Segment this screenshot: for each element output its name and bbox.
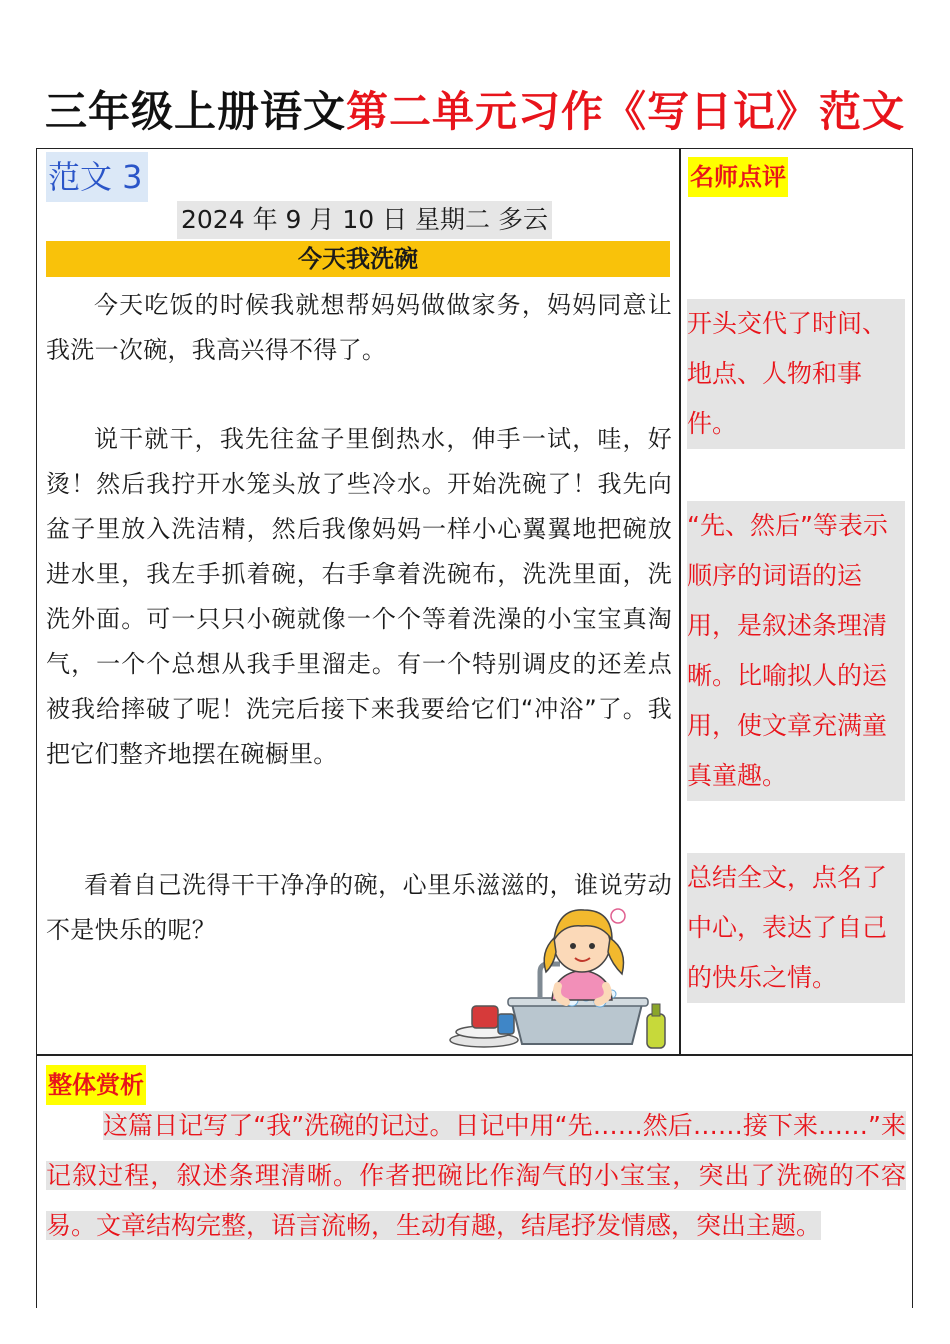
essay-paragraph-3: 看着自己洗得干干净净的碗，心里乐滋滋的，谁说劳动不是快乐的呢？: [46, 871, 672, 944]
review-header: 名师点评: [688, 157, 788, 197]
row-divider: [37, 1054, 912, 1056]
essay-table: [36, 148, 913, 1308]
overall-header: 整体赏析: [46, 1065, 146, 1105]
overall-analysis: [46, 1101, 906, 1251]
overall-analysis-text: 这篇日记写了“我”洗碗的记过。日记中用“先……然后……接下来……”来记叙过程，叙述条理清晰。作者把碗比作淘气的小宝宝，突出了洗碗的不容易。文章结构完整，语言流畅，生动有趣，结尾抒发情感，突出主题。: [46, 1111, 906, 1240]
title-unit: 第二单元习作《写日记》范文: [346, 87, 906, 136]
title-grade: 三年级上册语文: [44, 87, 346, 136]
essay-paragraph-1: 今天吃饭的时候我就想帮妈妈做做家务，妈妈同意让我洗一次碗，我高兴得不得了。: [46, 291, 672, 364]
review-comment-1: 开头交代了时间、地点、人物和事件。: [687, 299, 905, 449]
page-title: [0, 84, 950, 140]
review-comment-3: 总结全文，点名了中心，表达了自己的快乐之情。: [687, 853, 905, 1003]
diary-title: 今天我洗碗: [46, 241, 670, 277]
essay-paragraph-2: 说干就干，我先往盆子里倒热水，伸手一试，哇，好烫！然后我拧开水笼头放了些冷水。开始洗碗了！我先向盆子里放入洗洁精，然后我像妈妈一样小心翼翼地把碗放进水里，我左手抓着碗，右手拿着洗碗布，洗洗里面，洗洗外面。可一只只小碗就像一个个等着洗澡的小宝宝真淘气，一个个总想从我手里溜走。有一个特别调皮的还差点被我给摔破了呢！洗完后接下来我要给它们“冲浴”了。我把它们整齐地摆在碗橱里。: [46, 425, 672, 768]
essay-label: 范文 3: [46, 152, 148, 202]
column-divider: [679, 149, 681, 1055]
diary-date: 2024 年 9 月 10 日 星期二 多云: [177, 201, 552, 239]
girl-washing-dishes-illustration: [442, 894, 677, 1054]
review-comment-2: “先、然后”等表示顺序的词语的运用，是叙述条理清晰。比喻拟人的运用，使文章充满童真童趣。: [687, 501, 905, 801]
